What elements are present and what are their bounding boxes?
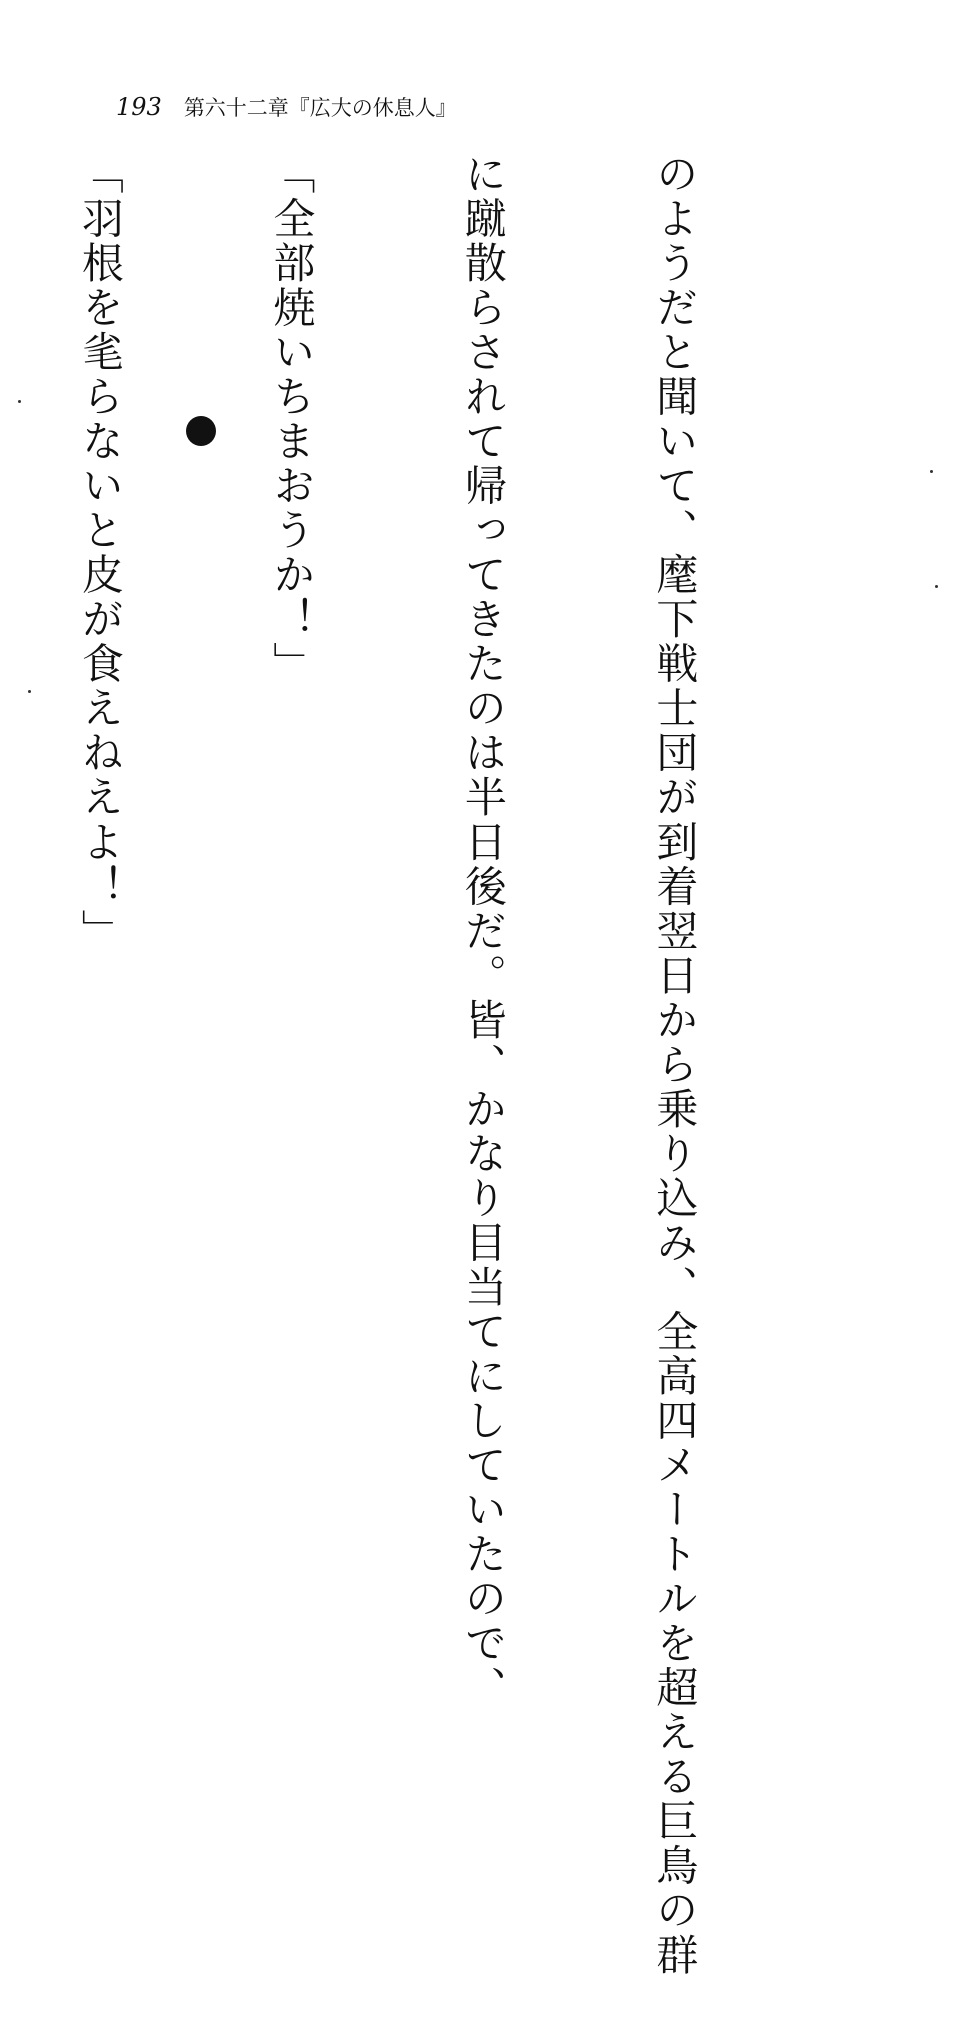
text-line-4: 「羽根を毟らないと皮が食えねえよ！」 [75,152,125,954]
text-line-2: に蹴散らされて帰ってきたのは半日後だ。皆、かなり目当てにしていたので、 [458,152,508,1711]
page-number: 193 [116,93,162,121]
scan-speck [935,585,938,588]
page-header [116,92,457,122]
chapter-title: 第六十二章『広大の休息人』 [183,96,457,120]
section-break-dot [186,416,216,446]
scan-speck [28,690,31,693]
scan-speck [930,470,933,473]
text-line-3: 「全部焼いちまおうか！」 [267,152,317,687]
body-text [75,152,834,1978]
text-line-1: のようだと聞いて、麾下戦士団が到着翌日から乗り込み、全高四メートルを超える巨鳥の群 [650,152,700,1978]
scan-speck [18,400,21,403]
